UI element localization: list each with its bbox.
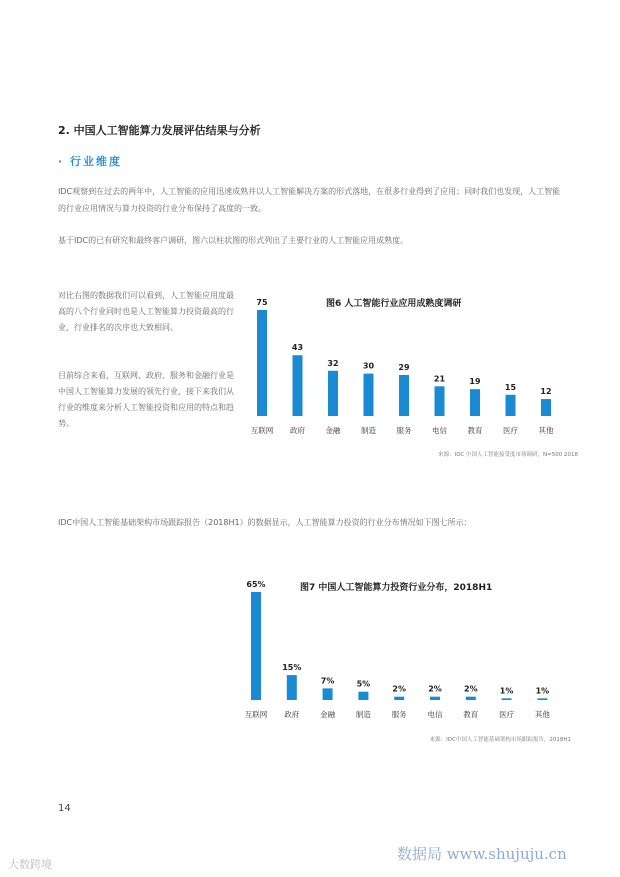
chart6-source: 来源：IDC 中国人工智能接受度市场调研，N=500 2018 [438,452,578,458]
bar-value-label-8: 1% [535,686,550,696]
category-label-6: 教育 [467,426,483,435]
bar-value-label-6: 2% [464,684,478,694]
bar-value-label-7: 15 [504,382,517,392]
bar-value-label-2: 32 [327,358,339,368]
bar-value-label-8: 12 [540,387,552,397]
watermark-right: 数据局 www.shujuju.cn [397,845,567,863]
category-label-5: 电信 [427,710,443,719]
chart6-title: 图6 人工智能行业应用成熟度调研 [326,299,462,309]
paragraph-idc-research: 基于IDC的已有研究和最终客户调研，图六以柱状图的形式列出了主要行业的人工智能应用成熟度。 [58,236,409,245]
bar-8 [537,698,547,700]
watermark-left: 大数跨境 [8,858,52,871]
subsection-title: · 行业维度 [58,155,123,168]
bar-value-label-5: 21 [433,374,446,384]
bar-value-label-4: 2% [392,684,406,694]
bar-3 [358,692,368,700]
paragraph-idc-observation: IDC观察到在过去的两年中，人工智能的应用迅速成熟并以人工智能解决方案的形式落地，在很多行业得到了应用；同时我们也发现，人工智能的行业应用情况与算力投资的行业分布保持了高度的一致。 [58,187,561,213]
bar-value-label-5: 2% [428,684,442,694]
chart-fig6-ai-maturity [240,288,580,463]
category-label-0: 互联网 [250,426,274,435]
chart-fig7-compute-investment [240,570,580,750]
category-label-8: 其他 [534,710,550,719]
bar-value-label-3: 5% [356,679,371,689]
bar-value-label-4: 29 [398,363,410,373]
category-label-0: 互联网 [244,710,268,719]
bar-value-label-6: 19 [469,377,481,387]
bar-value-label-3: 30 [362,361,375,371]
bar-value-label-1: 43 [291,343,304,353]
category-label-7: 医疗 [499,710,515,719]
side-paragraph-leading-industries: 目前综合来看，互联网、政府、服务和金融行业是中国人工智能算力发展的领先行业，接下来我们从行业的维度来分析人工智能投资和应用的特点和趋势。 [58,371,234,428]
bar-1 [287,675,297,700]
page-number: 14 [58,803,71,814]
bar-2 [323,688,333,700]
category-label-2: 金融 [320,710,336,719]
category-label-6: 教育 [463,710,479,719]
bar-1 [293,355,303,416]
category-label-2: 金融 [325,426,341,435]
bar-3 [364,374,374,416]
bar-7 [506,395,516,416]
bar-6 [466,697,476,700]
bar-0 [251,592,261,700]
side-paragraph-comparison: 对比右图的数据我们可以看到，人工智能应用度最高的八个行业同时也是人工智能算力投资最高的行业，行业排名的次序也大致相同。 [58,291,234,332]
bar-2 [328,371,338,416]
bar-6 [470,389,480,416]
section-title: 2. 中国人工智能算力发展评估结果与分析 [58,124,261,137]
chart7-source: 来源：IDC中国人工智能基础架构市场跟踪报告，2018H1 [429,737,571,743]
bar-4 [399,375,409,416]
category-label-1: 政府 [284,710,300,719]
bar-7 [502,698,512,700]
bar-value-label-0: 75 [256,298,268,307]
bar-5 [430,697,440,700]
category-label-8: 其他 [538,426,554,435]
bar-value-label-1: 15% [282,663,302,673]
category-label-4: 服务 [391,710,407,719]
category-label-5: 电信 [432,426,447,435]
category-label-4: 服务 [396,426,412,435]
category-label-1: 政府 [290,426,305,435]
bar-value-label-0: 65% [246,580,266,589]
category-label-3: 制造 [355,710,371,719]
bar-8 [541,399,551,416]
chart7-title: 图7 中国人工智能算力投资行业分布，2018H1 [300,583,493,593]
bar-4 [394,697,404,700]
category-label-7: 医疗 [503,426,518,435]
bar-value-label-2: 7% [320,676,335,686]
bar-value-label-7: 1% [499,686,514,696]
paragraph-infrastructure-report: IDC中国人工智能基础架构市场跟踪报告（2018H1）的数据显示，人工智能算力投资的行业分布情况如下图七所示： [58,518,472,527]
bar-0 [257,310,267,416]
bar-5 [435,386,445,416]
category-label-3: 制造 [361,426,376,435]
